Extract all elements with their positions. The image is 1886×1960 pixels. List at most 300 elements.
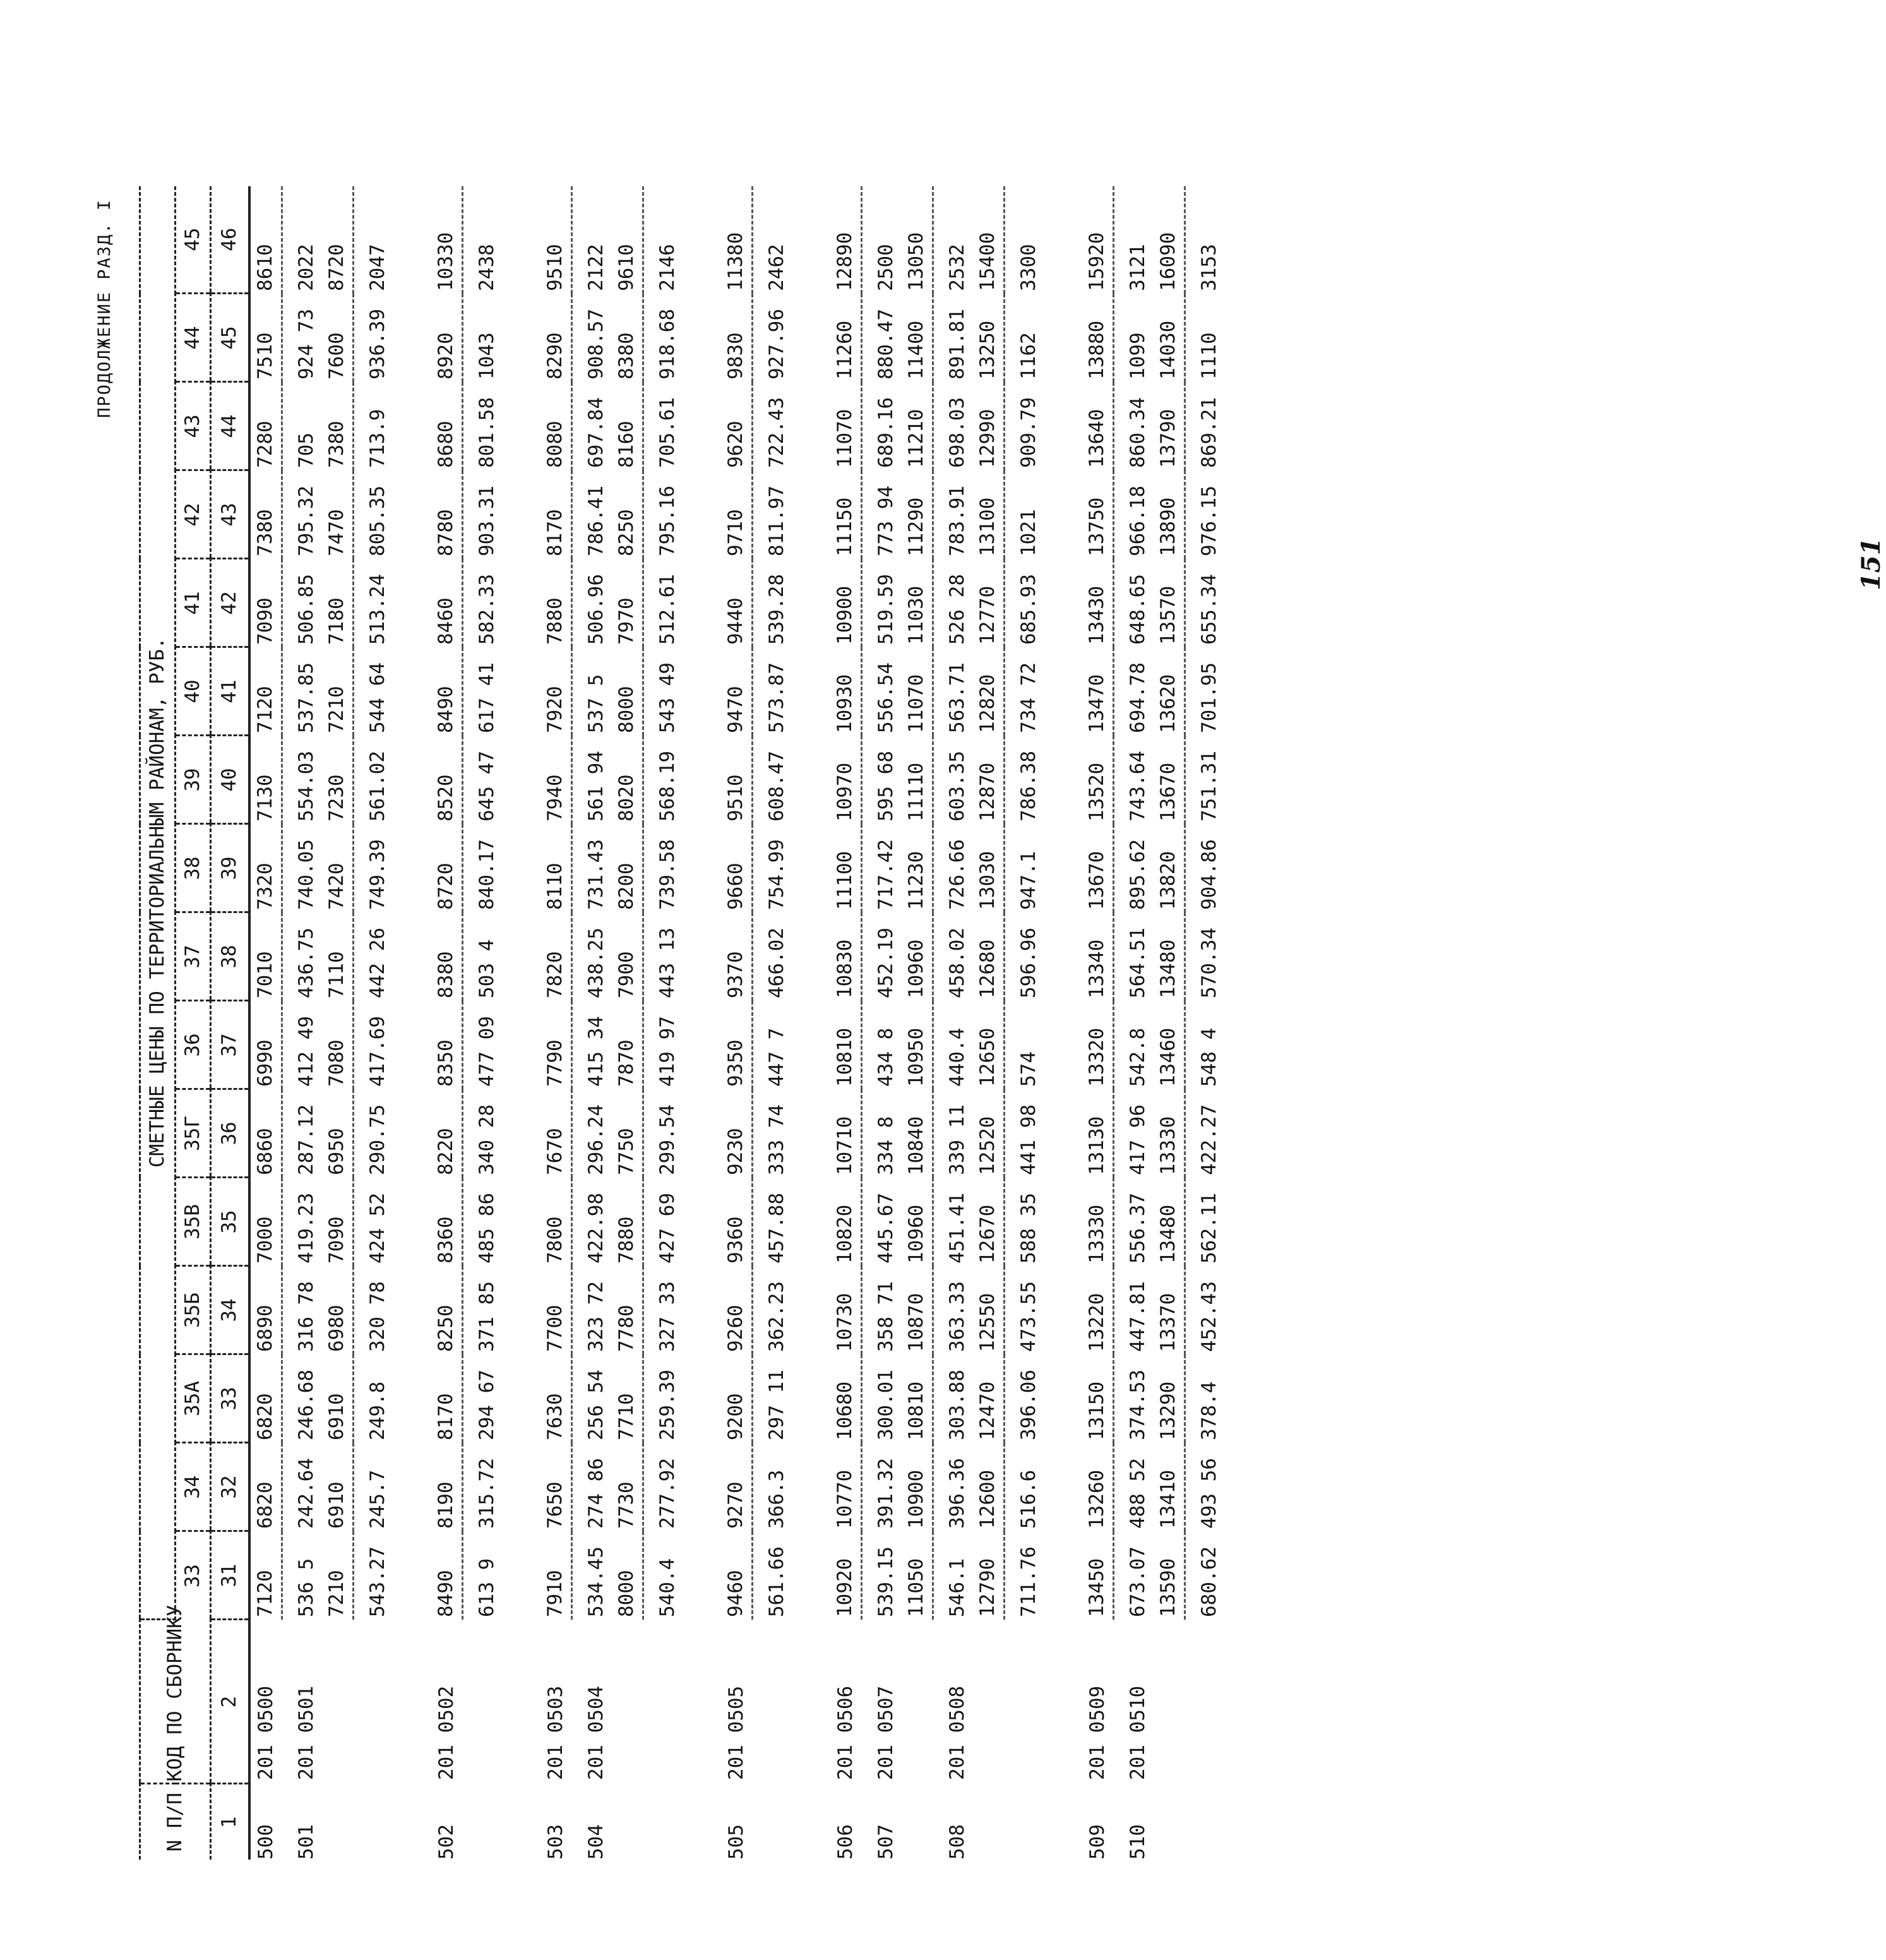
cell-price: 13030 <box>976 851 999 910</box>
table-row <box>540 186 572 1860</box>
cell-price: 740.05 <box>294 839 318 910</box>
header-column-number: 1 <box>211 1784 249 1860</box>
cell-price: 11110 <box>904 762 928 822</box>
cell-price: 8000 <box>614 1570 638 1617</box>
cell-price: 10680 <box>833 1381 856 1440</box>
cell-price: 11050 <box>904 1558 928 1617</box>
cell-price: 2500 <box>874 244 897 291</box>
cell-price: 12650 <box>976 1027 999 1087</box>
cell-price: 6990 <box>253 1039 277 1087</box>
cell-price: 374.53 <box>1126 1370 1149 1440</box>
cell-price: 11230 <box>904 851 928 910</box>
cell-price: 2462 <box>765 244 788 291</box>
cell-price: 543 49 <box>655 662 679 733</box>
cell-price: 539.15 <box>874 1546 897 1617</box>
cell-price: 438.25 <box>584 928 607 998</box>
cell-price: 705.61 <box>655 397 679 468</box>
cell-price: 13450 <box>1085 1558 1108 1617</box>
cell-price: 7010 <box>253 951 277 998</box>
cell-price: 12990 <box>976 409 999 468</box>
cell-price: 417 96 <box>1126 1104 1149 1175</box>
cell-price: 537.85 <box>294 662 318 733</box>
cell-price: 8460 <box>434 597 457 645</box>
row-divider <box>571 186 582 1860</box>
cell-price: 563.71 <box>945 662 969 733</box>
cell-price: 12820 <box>976 674 999 733</box>
cell-number <box>1154 1784 1185 1860</box>
cell-price: 648.65 <box>1126 574 1149 645</box>
cell-price: 442 26 <box>366 928 389 998</box>
cell-price: 8720 <box>325 244 348 291</box>
cell-price: 10830 <box>833 939 856 998</box>
cell-price: 422.27 <box>1197 1104 1221 1175</box>
cell-code: 201 0503 <box>544 1685 567 1780</box>
header-region: 35Б <box>176 1266 211 1354</box>
cell-code: 201 0505 <box>724 1685 748 1780</box>
cell-price: 11070 <box>904 674 928 733</box>
cell-price: 13890 <box>1156 497 1179 556</box>
cell-price: 13520 <box>1085 762 1108 822</box>
cell-price: 13150 <box>1085 1381 1108 1440</box>
cell-price: 12670 <box>976 1204 999 1264</box>
cell-price: 415 34 <box>584 1016 607 1087</box>
header-n: N П/П <box>140 1784 211 1860</box>
cell-price: 13220 <box>1085 1293 1108 1352</box>
cell-price: 947.1 <box>1017 851 1040 910</box>
cell-number: 506 <box>833 1824 857 1860</box>
cell-number: 500 <box>254 1824 277 1860</box>
cell-price: 10950 <box>904 1027 928 1087</box>
cell-price: 363.33 <box>945 1281 969 1352</box>
cell-price: 8160 <box>614 421 638 468</box>
cell-price: 246.68 <box>294 1370 318 1440</box>
cell-price: 697.84 <box>584 397 607 468</box>
cell-price: 7790 <box>543 1039 566 1087</box>
cell-price: 546.1 <box>945 1558 969 1617</box>
cell-price: 2146 <box>655 244 679 291</box>
cell-price: 7320 <box>253 863 277 910</box>
cell-price: 7090 <box>253 597 277 645</box>
cell-price: 8360 <box>434 1216 457 1264</box>
cell-price: 786.41 <box>584 486 607 556</box>
table-row <box>612 186 643 1860</box>
cell-price: 9200 <box>724 1393 747 1440</box>
cell-price: 8490 <box>434 1570 457 1617</box>
cell-price: 9620 <box>724 421 747 468</box>
cell-price: 7900 <box>614 951 638 998</box>
header-region: 35Г <box>176 1089 211 1178</box>
cell-price: 13480 <box>1156 939 1179 998</box>
cell-price: 13260 <box>1085 1469 1108 1529</box>
cell-price: 242.64 <box>294 1458 318 1529</box>
cell-price: 655.34 <box>1197 574 1221 645</box>
cell-price: 12870 <box>976 762 999 822</box>
row-divider <box>282 186 292 1860</box>
cell-price: 300.01 <box>874 1370 897 1440</box>
cell-price: 513.24 <box>366 574 389 645</box>
cell-price: 7420 <box>325 863 348 910</box>
cell-price: 339 11 <box>945 1104 969 1175</box>
cell-code <box>363 1620 393 1784</box>
cell-price: 3153 <box>1197 244 1221 291</box>
header-column-number: 40 <box>211 736 249 824</box>
header-region: 43 <box>176 382 211 470</box>
header-region: 34 <box>176 1443 211 1531</box>
header-region: 35В <box>176 1178 211 1266</box>
cell-price: 754.99 <box>765 839 788 910</box>
header-column-number: 32 <box>211 1443 249 1531</box>
cell-price: 617 41 <box>475 662 498 733</box>
cell-price: 245.7 <box>366 1469 389 1529</box>
row-divider <box>861 186 871 1860</box>
table-row <box>830 186 862 1860</box>
row-divider <box>1185 186 1195 1860</box>
cell-price: 543.27 <box>366 1546 389 1617</box>
table-row <box>943 186 973 1860</box>
cell-price: 378.4 <box>1197 1381 1221 1440</box>
cell-price: 6890 <box>253 1305 277 1352</box>
cell-price: 7700 <box>543 1305 566 1352</box>
cell-price: 477 09 <box>475 1016 498 1087</box>
cell-price: 9830 <box>724 332 747 379</box>
cell-price: 11070 <box>833 409 856 468</box>
cell-price: 7880 <box>614 1216 638 1264</box>
header-region: 35А <box>176 1354 211 1443</box>
cell-price: 7000 <box>253 1216 277 1264</box>
cell-code <box>973 1620 1005 1784</box>
cell-price: 10870 <box>904 1293 928 1352</box>
cell-price: 488 52 <box>1126 1458 1149 1529</box>
cell-price: 10330 <box>434 232 457 291</box>
cell-price: 8350 <box>434 1039 457 1087</box>
cell-price: 568.19 <box>655 751 679 822</box>
cell-price: 441 98 <box>1017 1104 1040 1175</box>
cell-code: 201 0501 <box>294 1685 318 1780</box>
cell-price: 595 68 <box>874 751 897 822</box>
cell-price: 10960 <box>904 939 928 998</box>
cell-price: 391.32 <box>874 1458 897 1529</box>
cell-price: 11150 <box>833 497 856 556</box>
cell-price: 13460 <box>1156 1027 1179 1087</box>
cell-price: 8080 <box>543 421 566 468</box>
cell-price: 909.79 <box>1017 397 1040 468</box>
cell-price: 473.55 <box>1017 1281 1040 1352</box>
cell-price: 516.6 <box>1017 1469 1040 1529</box>
cell-price: 12790 <box>976 1558 999 1617</box>
cell-price: 7630 <box>543 1393 566 1440</box>
cell-price: 613 9 <box>475 1558 498 1617</box>
cell-price: 443 13 <box>655 928 679 998</box>
cell-number: 505 <box>724 1824 748 1860</box>
table-row <box>472 186 503 1860</box>
cell-number: 507 <box>874 1824 897 1860</box>
cell-price: 9610 <box>614 244 638 291</box>
header-column-number: 34 <box>211 1266 249 1354</box>
cell-price: 452.19 <box>874 928 897 998</box>
cell-price: 333 74 <box>765 1104 788 1175</box>
cell-price: 13320 <box>1085 1027 1108 1087</box>
cell-price: 13590 <box>1156 1558 1179 1617</box>
cell-price: 698.03 <box>945 397 969 468</box>
cell-price: 927.96 <box>765 309 788 379</box>
cell-price: 9510 <box>724 774 747 822</box>
cell-price: 8000 <box>614 686 638 733</box>
cell-price: 13050 <box>904 232 928 291</box>
cell-price: 15400 <box>976 232 999 291</box>
cell-price: 8110 <box>543 863 566 910</box>
cell-price: 773 94 <box>874 486 897 556</box>
cell-price: 13100 <box>976 497 999 556</box>
cell-price: 440.4 <box>945 1027 969 1087</box>
cell-price: 13620 <box>1156 674 1179 733</box>
cell-price: 711.76 <box>1017 1546 1040 1617</box>
cell-price: 705 <box>294 433 318 468</box>
cell-price: 717.42 <box>874 839 897 910</box>
cell-price: 7880 <box>543 597 566 645</box>
cell-price: 645 47 <box>475 751 498 822</box>
cell-price: 7780 <box>614 1305 638 1352</box>
cell-code <box>1154 1620 1185 1784</box>
header-column-number: 41 <box>211 647 249 736</box>
cell-price: 860.34 <box>1126 397 1149 468</box>
cell-price: 7940 <box>543 774 566 822</box>
cell-price: 493 56 <box>1197 1458 1221 1529</box>
header-code: КОД ПО СБОРНИКУ <box>140 1620 211 1784</box>
header-region: 37 <box>176 912 211 1001</box>
rotated-table-page <box>95 199 1886 1866</box>
cell-price: 8610 <box>253 244 277 291</box>
cell-price: 8380 <box>614 332 638 379</box>
header-column-number: 38 <box>211 912 249 1001</box>
cell-number <box>472 1784 503 1860</box>
table-row <box>871 186 902 1860</box>
cell-price: 13880 <box>1085 320 1108 379</box>
cell-number: 502 <box>434 1824 458 1860</box>
cell-price: 12770 <box>976 585 999 645</box>
cell-price: 7130 <box>253 774 277 822</box>
cell-price: 13370 <box>1156 1293 1179 1352</box>
cell-code: 201 0507 <box>874 1685 897 1780</box>
header-region: 40 <box>176 647 211 736</box>
cell-price: 7080 <box>325 1039 348 1087</box>
header-prices-title: СМЕТНЫЕ ЦЕНЫ ПО ТЕРРИТОРИАЛЬНЫМ РАЙОНАМ, РУБ. <box>140 186 176 1620</box>
cell-price: 7970 <box>614 597 638 645</box>
table-row <box>249 186 282 1860</box>
cell-price: 726.66 <box>945 839 969 910</box>
cell-price: 908.57 <box>584 309 607 379</box>
cell-price: 6950 <box>325 1128 348 1175</box>
cell-price: 334 8 <box>874 1116 897 1175</box>
cell-price: 323 72 <box>584 1281 607 1352</box>
cell-number: 509 <box>1085 1824 1109 1860</box>
table-row <box>973 186 1005 1860</box>
cell-price: 2438 <box>475 244 498 291</box>
cell-price: 9260 <box>724 1305 747 1352</box>
table-row <box>721 186 753 1860</box>
cell-price: 6910 <box>325 1393 348 1440</box>
header-column-number: 46 <box>211 186 249 294</box>
table-row <box>902 186 933 1860</box>
cell-price: 786.38 <box>1017 751 1040 822</box>
row-divider <box>462 186 472 1860</box>
table-row <box>1082 186 1114 1860</box>
cell-code: 201 0508 <box>945 1685 969 1780</box>
header-column-number: 35 <box>211 1178 249 1266</box>
cell-code <box>472 1620 503 1784</box>
cell-price: 396.06 <box>1017 1370 1040 1440</box>
cell-number <box>612 1784 643 1860</box>
cell-code: 201 0504 <box>584 1685 607 1780</box>
cell-price: 366.3 <box>765 1469 788 1529</box>
cell-price: 9660 <box>724 863 747 910</box>
cell-price: 7090 <box>325 1216 348 1264</box>
cell-price: 12550 <box>976 1293 999 1352</box>
cell-code <box>1195 1620 1225 1784</box>
cell-price: 10810 <box>904 1381 928 1440</box>
cell-price: 277.92 <box>655 1458 679 1529</box>
cell-price: 976.15 <box>1197 486 1221 556</box>
row-divider <box>752 186 762 1860</box>
cell-price: 561.02 <box>366 751 389 822</box>
cell-number <box>653 1784 683 1860</box>
cell-price: 680.62 <box>1197 1546 1221 1617</box>
row-divider <box>643 186 653 1860</box>
cell-price: 362.23 <box>765 1281 788 1352</box>
cell-price: 13670 <box>1156 762 1179 822</box>
cell-price: 327 33 <box>655 1281 679 1352</box>
cell-price: 7800 <box>543 1216 566 1264</box>
cell-price: 903.31 <box>475 486 498 556</box>
cell-price: 603.35 <box>945 751 969 822</box>
cell-price: 966.18 <box>1126 486 1149 556</box>
cell-price: 8020 <box>614 774 638 822</box>
cell-price: 2532 <box>945 244 969 291</box>
cell-number <box>973 1784 1005 1860</box>
cell-price: 1043 <box>475 332 498 379</box>
cell-price: 287.12 <box>294 1104 318 1175</box>
cell-price: 445.67 <box>874 1193 897 1264</box>
cell-code: 201 0506 <box>833 1685 857 1780</box>
cell-price: 290.75 <box>366 1104 389 1175</box>
header-region: 41 <box>176 559 211 647</box>
cell-price: 8680 <box>434 421 457 468</box>
cell-price: 249.8 <box>366 1381 389 1440</box>
cell-price: 739.58 <box>655 839 679 910</box>
cell-price: 396.36 <box>945 1458 969 1529</box>
header-column-number: 39 <box>211 824 249 912</box>
cell-price: 689.16 <box>874 397 897 468</box>
cell-price: 7750 <box>614 1128 638 1175</box>
cell-price: 13330 <box>1156 1116 1179 1175</box>
header-column-number: 31 <box>211 1531 249 1620</box>
cell-price: 8290 <box>543 332 566 379</box>
cell-price: 13750 <box>1085 497 1108 556</box>
cell-number: 510 <box>1126 1824 1149 1860</box>
cell-code: 201 0509 <box>1085 1685 1109 1780</box>
cell-price: 13410 <box>1156 1469 1179 1529</box>
cell-price: 506.96 <box>584 574 607 645</box>
cell-price: 315.72 <box>475 1458 498 1529</box>
cell-price: 7600 <box>325 332 348 379</box>
cell-price: 7730 <box>614 1481 638 1529</box>
cell-price: 895.62 <box>1126 839 1149 910</box>
cell-price: 562.11 <box>1197 1193 1221 1264</box>
continuation-note: ПРОДОЛЖЕНИЕ РАЗД. I <box>95 199 114 418</box>
cell-number <box>1014 1784 1044 1860</box>
cell-price: 10960 <box>904 1204 928 1264</box>
cell-price: 451.41 <box>945 1193 969 1264</box>
cell-price: 1021 <box>1017 509 1040 556</box>
cell-price: 316 78 <box>294 1281 318 1352</box>
cell-number <box>1195 1784 1225 1860</box>
cell-price: 10820 <box>833 1204 856 1264</box>
cell-price: 419.23 <box>294 1193 318 1264</box>
row-spacer <box>393 186 431 1860</box>
cell-price: 11380 <box>724 232 747 291</box>
cell-price: 7180 <box>325 597 348 645</box>
cell-price: 722.43 <box>765 397 788 468</box>
cell-price: 340 28 <box>475 1104 498 1175</box>
header-region: 39 <box>176 736 211 824</box>
cell-price: 10970 <box>833 762 856 822</box>
cell-price: 10930 <box>833 674 856 733</box>
cell-price: 11260 <box>833 320 856 379</box>
cell-price: 801.58 <box>475 397 498 468</box>
cell-price: 540.4 <box>655 1558 679 1617</box>
cell-price: 13430 <box>1085 585 1108 645</box>
cell-price: 7120 <box>253 686 277 733</box>
cell-price: 11290 <box>904 497 928 556</box>
cell-price: 8720 <box>434 863 457 910</box>
table-row <box>582 186 612 1860</box>
cell-price: 588 35 <box>1017 1193 1040 1264</box>
cell-price: 596.96 <box>1017 928 1040 998</box>
cell-price: 2022 <box>294 244 318 291</box>
cell-price: 13480 <box>1156 1204 1179 1264</box>
cell-price: 6860 <box>253 1128 277 1175</box>
cell-price: 1162 <box>1017 332 1040 379</box>
page-number: 151 <box>1856 537 1886 590</box>
cell-price: 573.87 <box>765 662 788 733</box>
cell-price: 7820 <box>543 951 566 998</box>
cell-price: 8380 <box>434 951 457 998</box>
cell-code: 201 0510 <box>1126 1685 1149 1780</box>
price-table <box>139 186 1225 1860</box>
cell-price: 13790 <box>1156 409 1179 468</box>
cell-code <box>902 1620 933 1784</box>
cell-price: 7470 <box>325 509 348 556</box>
cell-price: 10710 <box>833 1116 856 1175</box>
cell-price: 9270 <box>724 1481 747 1529</box>
cell-price: 526 28 <box>945 574 969 645</box>
cell-price: 10900 <box>833 585 856 645</box>
cell-code <box>322 1620 354 1784</box>
cell-price: 743.64 <box>1126 751 1149 822</box>
cell-number: 508 <box>945 1824 969 1860</box>
cell-number <box>322 1784 354 1860</box>
cell-price: 1099 <box>1126 332 1149 379</box>
cell-price: 8250 <box>434 1305 457 1352</box>
cell-price: 731.43 <box>584 839 607 910</box>
cell-price: 303.88 <box>945 1370 969 1440</box>
cell-price: 539.28 <box>765 574 788 645</box>
cell-price: 9470 <box>724 686 747 733</box>
row-divider <box>1004 186 1014 1860</box>
cell-price: 805.35 <box>366 486 389 556</box>
header-column-number: 2 <box>211 1620 249 1784</box>
cell-price: 694.78 <box>1126 662 1149 733</box>
cell-price: 9360 <box>724 1216 747 1264</box>
